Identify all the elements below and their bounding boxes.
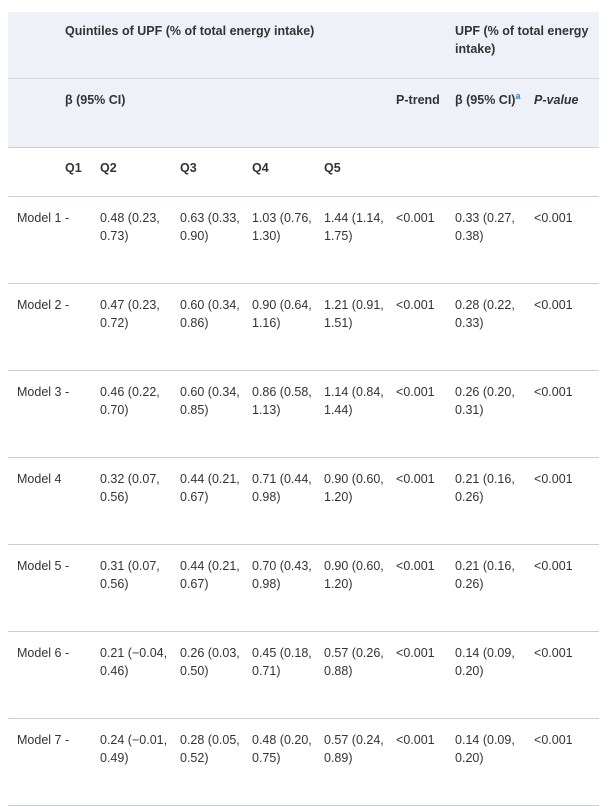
header-row-groups [8,12,599,79]
q3-cell: 0.28 (0.05, 0.52) [180,719,252,806]
model-cell: Model 6 [8,632,65,719]
table-row [8,458,599,545]
table-row [8,284,599,371]
table-row [8,719,599,806]
q5-cell: 0.90 (0.60, 1.20) [324,458,396,545]
p-value-cell: <0.001 [534,197,599,284]
p-value-cell: <0.001 [534,632,599,719]
q3-cell: 0.63 (0.33, 0.90) [180,197,252,284]
q4-cell: 0.48 (0.20, 0.75) [252,719,324,806]
table-head [8,12,599,197]
model-cell: Model 2 [8,284,65,371]
q5-cell: 1.21 (0.91, 1.51) [324,284,396,371]
header-quintiles-group: Quintiles of UPF (% of total energy intake) [65,12,396,79]
q3-cell: 0.44 (0.21, 0.67) [180,545,252,632]
q2-cell: 0.46 (0.22, 0.70) [100,371,180,458]
q1-cell: - [65,545,100,632]
q4-cell: 0.86 (0.58, 1.13) [252,371,324,458]
header-p-trend: P-trend [396,79,455,148]
p-trend-cell: <0.001 [396,371,455,458]
q3-cell: 0.44 (0.21, 0.67) [180,458,252,545]
upf-beta-cell: 0.26 (0.20, 0.31) [455,371,534,458]
q1-cell: - [65,632,100,719]
p-value-cell: <0.001 [534,719,599,806]
q4-cell: 0.45 (0.18, 0.71) [252,632,324,719]
header-q5: Q5 [324,148,396,197]
q4-cell: 0.71 (0.44, 0.98) [252,458,324,545]
q4-cell: 1.03 (0.76, 1.30) [252,197,324,284]
table-row [8,371,599,458]
model-cell: Model 4 [8,458,65,545]
q5-cell: 0.57 (0.26, 0.88) [324,632,396,719]
header-row-quintiles [8,148,599,197]
p-trend-cell: <0.001 [396,632,455,719]
model-cell: Model 5 [8,545,65,632]
q2-cell: 0.31 (0.07, 0.56) [100,545,180,632]
header-beta-ci-2: β (95% CI)$^a$ [455,79,534,148]
upf-beta-cell: 0.21 (0.16, 0.26) [455,458,534,545]
header-q2: Q2 [100,148,180,197]
footnote-link[interactable]: a [515,90,521,101]
q5-cell: 0.57 (0.24, 0.89) [324,719,396,806]
p-value-cell: <0.001 [534,371,599,458]
header-q3: Q3 [180,148,252,197]
q5-cell: 1.44 (1.14, 1.75) [324,197,396,284]
q1-cell: - [65,719,100,806]
p-trend-cell: <0.001 [396,458,455,545]
q3-cell: 0.60 (0.34, 0.85) [180,371,252,458]
q4-cell: 0.90 (0.64, 1.16) [252,284,324,371]
q5-cell: 1.14 (0.84, 1.44) [324,371,396,458]
upf-beta-cell: 0.28 (0.22, 0.33) [455,284,534,371]
model-cell: Model 3 [8,371,65,458]
q3-cell: 0.26 (0.03, 0.50) [180,632,252,719]
q2-cell: 0.24 (−0.01, 0.49) [100,719,180,806]
p-trend-cell: <0.001 [396,284,455,371]
q1-cell [65,458,100,545]
results-table-container [8,12,599,806]
upf-beta-cell: 0.14 (0.09, 0.20) [455,719,534,806]
p-trend-cell: <0.001 [396,545,455,632]
q1-cell: - [65,284,100,371]
q3-cell: 0.60 (0.34, 0.86) [180,284,252,371]
q1-cell: - [65,371,100,458]
upf-beta-cell: 0.14 (0.09, 0.20) [455,632,534,719]
model-cell: Model 7 [8,719,65,806]
header-row-measures [8,79,599,148]
p-value-cell: <0.001 [534,284,599,371]
header-q4: Q4 [252,148,324,197]
q2-cell: 0.48 (0.23, 0.73) [100,197,180,284]
q2-cell: 0.47 (0.23, 0.72) [100,284,180,371]
p-value-cell: <0.001 [534,545,599,632]
q2-cell: 0.21 (−0.04, 0.46) [100,632,180,719]
table-row [8,197,599,284]
table-body [8,197,599,806]
upf-beta-cell: 0.33 (0.27, 0.38) [455,197,534,284]
p-trend-cell: <0.001 [396,719,455,806]
header-upf-group: UPF (% of total energy intake) [455,12,599,79]
p-value-cell: <0.001 [534,458,599,545]
upf-beta-cell: 0.21 (0.16, 0.26) [455,545,534,632]
table-row [8,632,599,719]
q1-cell: - [65,197,100,284]
header-q1: Q1 [65,148,100,197]
header-beta-ci: β (95% CI) [65,79,396,148]
p-trend-cell: <0.001 [396,197,455,284]
results-table [8,12,599,806]
q5-cell: 0.90 (0.60, 1.20) [324,545,396,632]
q4-cell: 0.70 (0.43, 0.98) [252,545,324,632]
table-row [8,545,599,632]
header-p-value: P-value [534,79,599,148]
model-cell: Model 1 [8,197,65,284]
q2-cell: 0.32 (0.07, 0.56) [100,458,180,545]
